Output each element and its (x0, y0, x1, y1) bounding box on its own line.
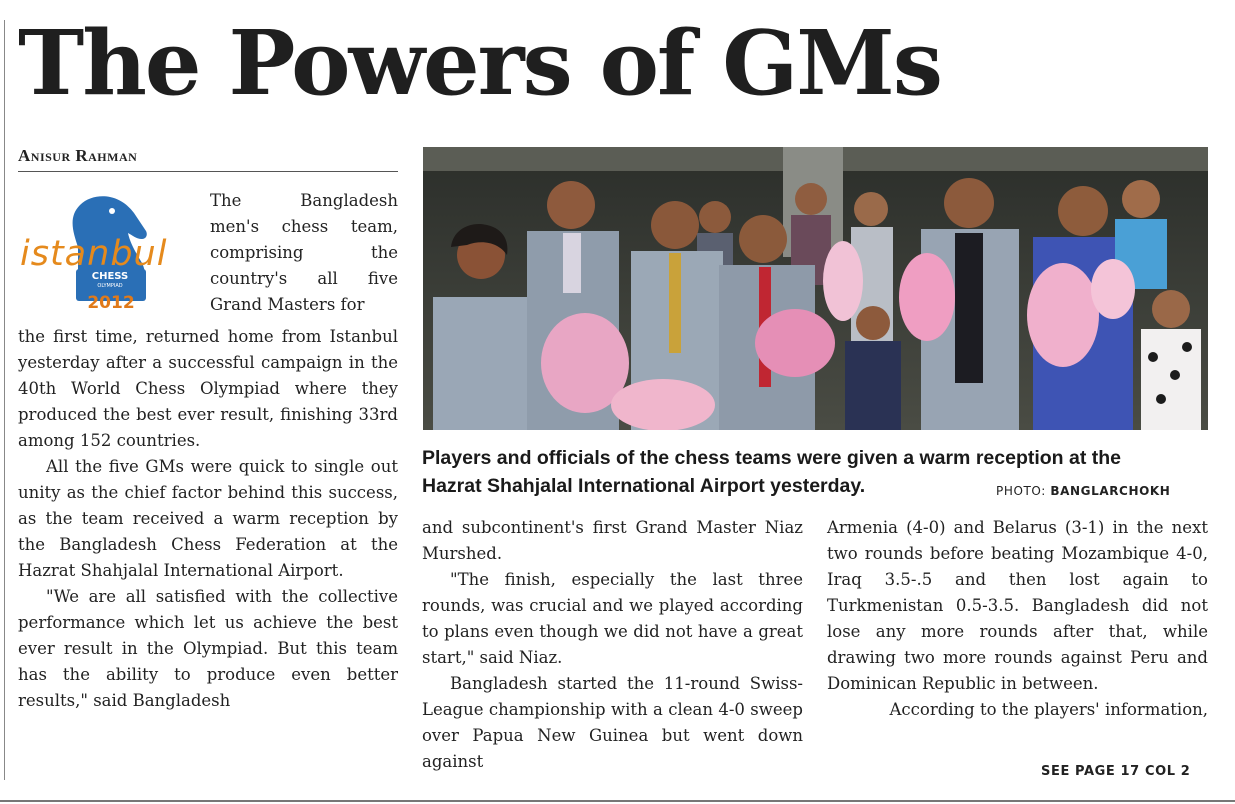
bottom-rule (0, 800, 1235, 802)
caption-line-2: Hazrat Shahjalal International Airport yesterday. (422, 475, 866, 497)
istanbul-olympiad-logo (18, 187, 204, 315)
caption-line-1: Players and officials of the chess teams were given a warm reception at the (422, 447, 1122, 469)
logo-year: 2012 (87, 293, 135, 313)
team-reception-photo (423, 147, 1208, 430)
photo-credit-name: BANGLARCHOKH (1050, 484, 1171, 498)
continued-jump-line: SEE PAGE 17 COL 2 (1041, 764, 1191, 779)
byline: Anisur Rahman (18, 146, 138, 165)
left-column-rule (4, 20, 5, 780)
paragraph-1-continued: the first time, returned home from Istanbul yesterday after a successful campaign in the 40th World Chess Olympiad where they produced the best ever result, finishing 33rd among 152 countries. (18, 327, 398, 450)
paragraph-3: "We are all satisfied with the collective performance which let us achieve the best ever result in the Olympiad. But this team has the ability to produce even better results," said Bangladesh (18, 587, 398, 710)
logo-olympiad-label: OLYMPIAD (97, 283, 123, 289)
photo-credit (996, 484, 1170, 498)
paragraph-5: Bangladesh started the 11-round Swiss-League championship with a clean 4-0 sweep over Papua New Guinea but went down against (422, 674, 803, 771)
paragraph-1-intro: The Bangladesh men's chess team, comprising the country's all five Grand Masters for (210, 191, 398, 314)
photo-credit-label: PHOTO: (996, 484, 1046, 498)
logo-chess-label: CHESS (91, 271, 129, 282)
logo-wordmark: istanbul (20, 234, 168, 274)
paragraph-2: All the five GMs were quick to single out unity as the chief factor behind this success, as the team received a warm reception by the Bangladesh Chess Federation at the Hazrat Shahjalal International Airport. (18, 457, 398, 580)
body-column-3 (827, 515, 1208, 723)
body-column-1-intro (210, 188, 398, 318)
paragraph-6: According to the players' information, (889, 700, 1208, 719)
body-column-1 (18, 324, 398, 714)
paragraph-3-continued: and subcontinent's first Grand Master Niaz Murshed. (422, 518, 803, 563)
headline: The Powers of GMs (18, 10, 941, 115)
paragraph-5-continued: Armenia (4-0) and Belarus (3-1) in the next two rounds before beating Mozambique 4-0, Iraq 3.5-.5 and then lost again to Turkmenistan 0.5-3.5. Bangladesh did not lose any more rounds after that, while drawing two more rounds against Peru and Dominican Republic in between. (827, 518, 1208, 693)
byline-rule (18, 171, 398, 172)
paragraph-4: "The finish, especially the last three rounds, was crucial and we played according to plans even though we did not have a great start," said Niaz. (422, 570, 803, 667)
body-column-2 (422, 515, 803, 775)
photo-image (423, 147, 1208, 430)
